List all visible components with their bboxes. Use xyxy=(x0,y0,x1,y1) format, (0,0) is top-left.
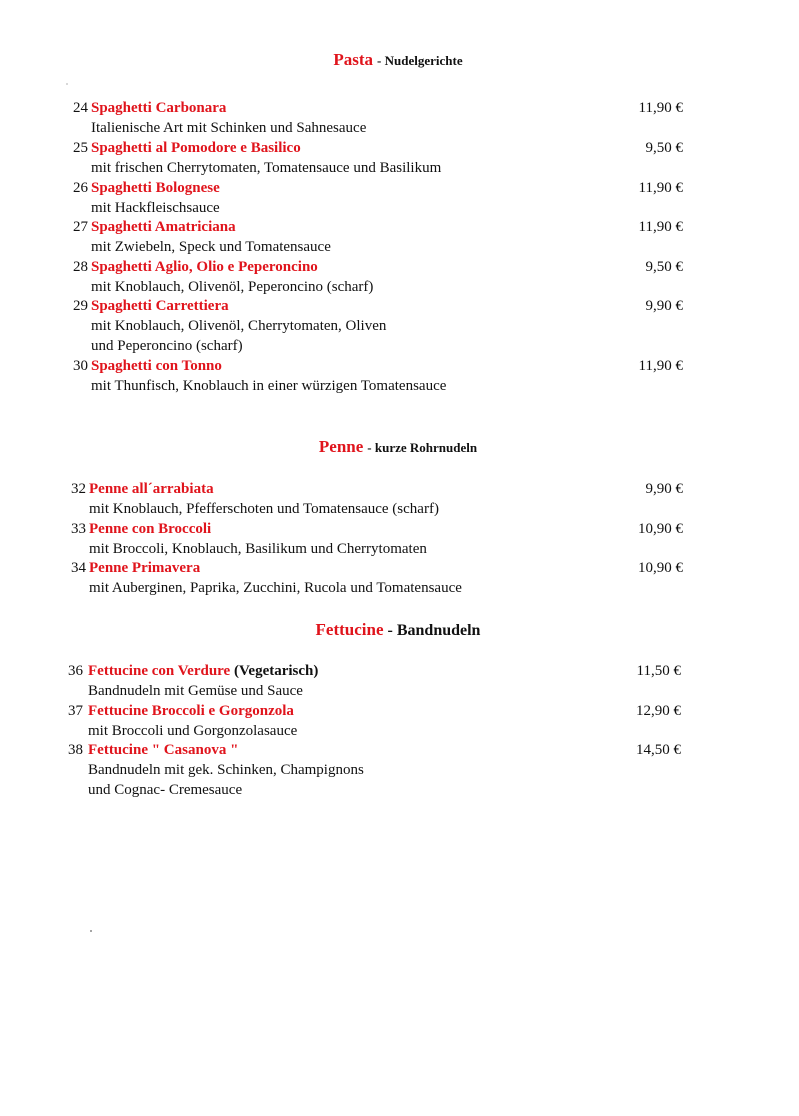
item-price: 11,90 € xyxy=(638,219,683,235)
item-description: mit frischen Cherrytomaten, Tomatensauce und Basilikum xyxy=(91,160,442,176)
item-price: 14,50 € xyxy=(636,742,681,758)
item-name: Penne all´arrabiata xyxy=(89,481,214,497)
item-price: 11,50 € xyxy=(636,663,681,679)
item-name: Spaghetti Carrettiera xyxy=(91,298,229,314)
scan-speck xyxy=(90,930,92,932)
section-title-fettucine xyxy=(18,620,778,640)
item-description: mit Thunfisch, Knoblauch in einer würzigen Tomatensauce xyxy=(91,378,447,394)
item-description: mit Knoblauch, Pfefferschoten und Tomatensauce (scharf) xyxy=(89,501,439,517)
item-price: 9,50 € xyxy=(645,259,683,275)
item-description-line2: und Cognac- Cremesauce xyxy=(88,782,243,798)
item-name xyxy=(88,661,318,681)
item-description: mit Knoblauch, Olivenöl, Cherrytomaten, Oliven xyxy=(91,318,387,334)
section-title-penne xyxy=(18,437,778,457)
item-name-tag: (Vegetarisch) xyxy=(230,663,319,679)
item-name: Penne Primavera xyxy=(89,560,201,576)
scan-speck xyxy=(66,83,68,85)
item-price: 9,90 € xyxy=(645,298,683,314)
item-description: mit Zwiebeln, Speck und Tomatensauce xyxy=(91,239,331,255)
item-price: 11,90 € xyxy=(638,180,683,196)
item-description: mit Hackfleischsauce xyxy=(91,200,220,216)
item-number: 37 xyxy=(68,703,83,719)
item-description: Italienische Art mit Schinken und Sahnesauce xyxy=(91,120,367,136)
item-number: 25 xyxy=(73,140,88,156)
item-number: 24 xyxy=(73,100,88,116)
item-name: Penne con Broccoli xyxy=(89,521,212,537)
item-number: 26 xyxy=(73,180,88,196)
section-title-sub: - Bandnudeln xyxy=(387,622,481,639)
item-number: 38 xyxy=(68,742,83,758)
item-name-main: Fettucine con Verdure xyxy=(88,663,231,679)
item-name: Spaghetti al Pomodore e Basilico xyxy=(91,140,301,156)
section-title-main: Fettucine xyxy=(315,620,384,639)
section-title-sub: - kurze Rohrnudeln xyxy=(367,440,478,455)
section-title-sub: - Nudelgerichte xyxy=(377,53,463,68)
item-name: Spaghetti Carbonara xyxy=(91,100,227,116)
item-number: 27 xyxy=(73,219,88,235)
item-description: mit Broccoli und Gorgonzolasauce xyxy=(88,723,298,739)
item-name: Spaghetti Aglio, Olio e Peperoncino xyxy=(91,259,318,275)
item-price: 12,90 € xyxy=(636,703,681,719)
section-title-main: Penne xyxy=(318,437,364,456)
item-number: 36 xyxy=(68,663,83,679)
item-price: 10,90 € xyxy=(638,560,683,576)
item-name: Spaghetti Amatriciana xyxy=(91,219,236,235)
item-description-line2: und Peperoncino (scharf) xyxy=(91,338,243,354)
item-price: 9,90 € xyxy=(645,481,683,497)
item-price: 9,50 € xyxy=(645,140,683,156)
item-price: 11,90 € xyxy=(638,100,683,116)
section-title-pasta xyxy=(18,50,778,70)
item-number: 34 xyxy=(71,560,86,576)
item-description: mit Knoblauch, Olivenöl, Peperoncino (scharf) xyxy=(91,279,374,295)
item-description: Bandnudeln mit Gemüse und Sauce xyxy=(88,683,303,699)
item-number: 33 xyxy=(71,521,86,537)
item-description: Bandnudeln mit gek. Schinken, Champignons xyxy=(88,762,364,778)
item-description: mit Auberginen, Paprika, Zucchini, Rucola und Tomatensauce xyxy=(89,580,462,596)
item-price: 10,90 € xyxy=(638,521,683,537)
item-description: mit Broccoli, Knoblauch, Basilikum und Cherrytomaten xyxy=(89,541,427,557)
item-name: Fettucine Broccoli e Gorgonzola xyxy=(88,703,294,719)
item-number: 32 xyxy=(71,481,86,497)
item-name: Fettucine " Casanova " xyxy=(88,742,239,758)
item-number: 30 xyxy=(73,358,88,374)
section-title-main: Pasta xyxy=(333,50,374,69)
item-name: Spaghetti con Tonno xyxy=(91,358,222,374)
item-number: 28 xyxy=(73,259,88,275)
item-name: Spaghetti Bolognese xyxy=(91,180,220,196)
item-price: 11,90 € xyxy=(638,358,683,374)
item-number: 29 xyxy=(73,298,88,314)
